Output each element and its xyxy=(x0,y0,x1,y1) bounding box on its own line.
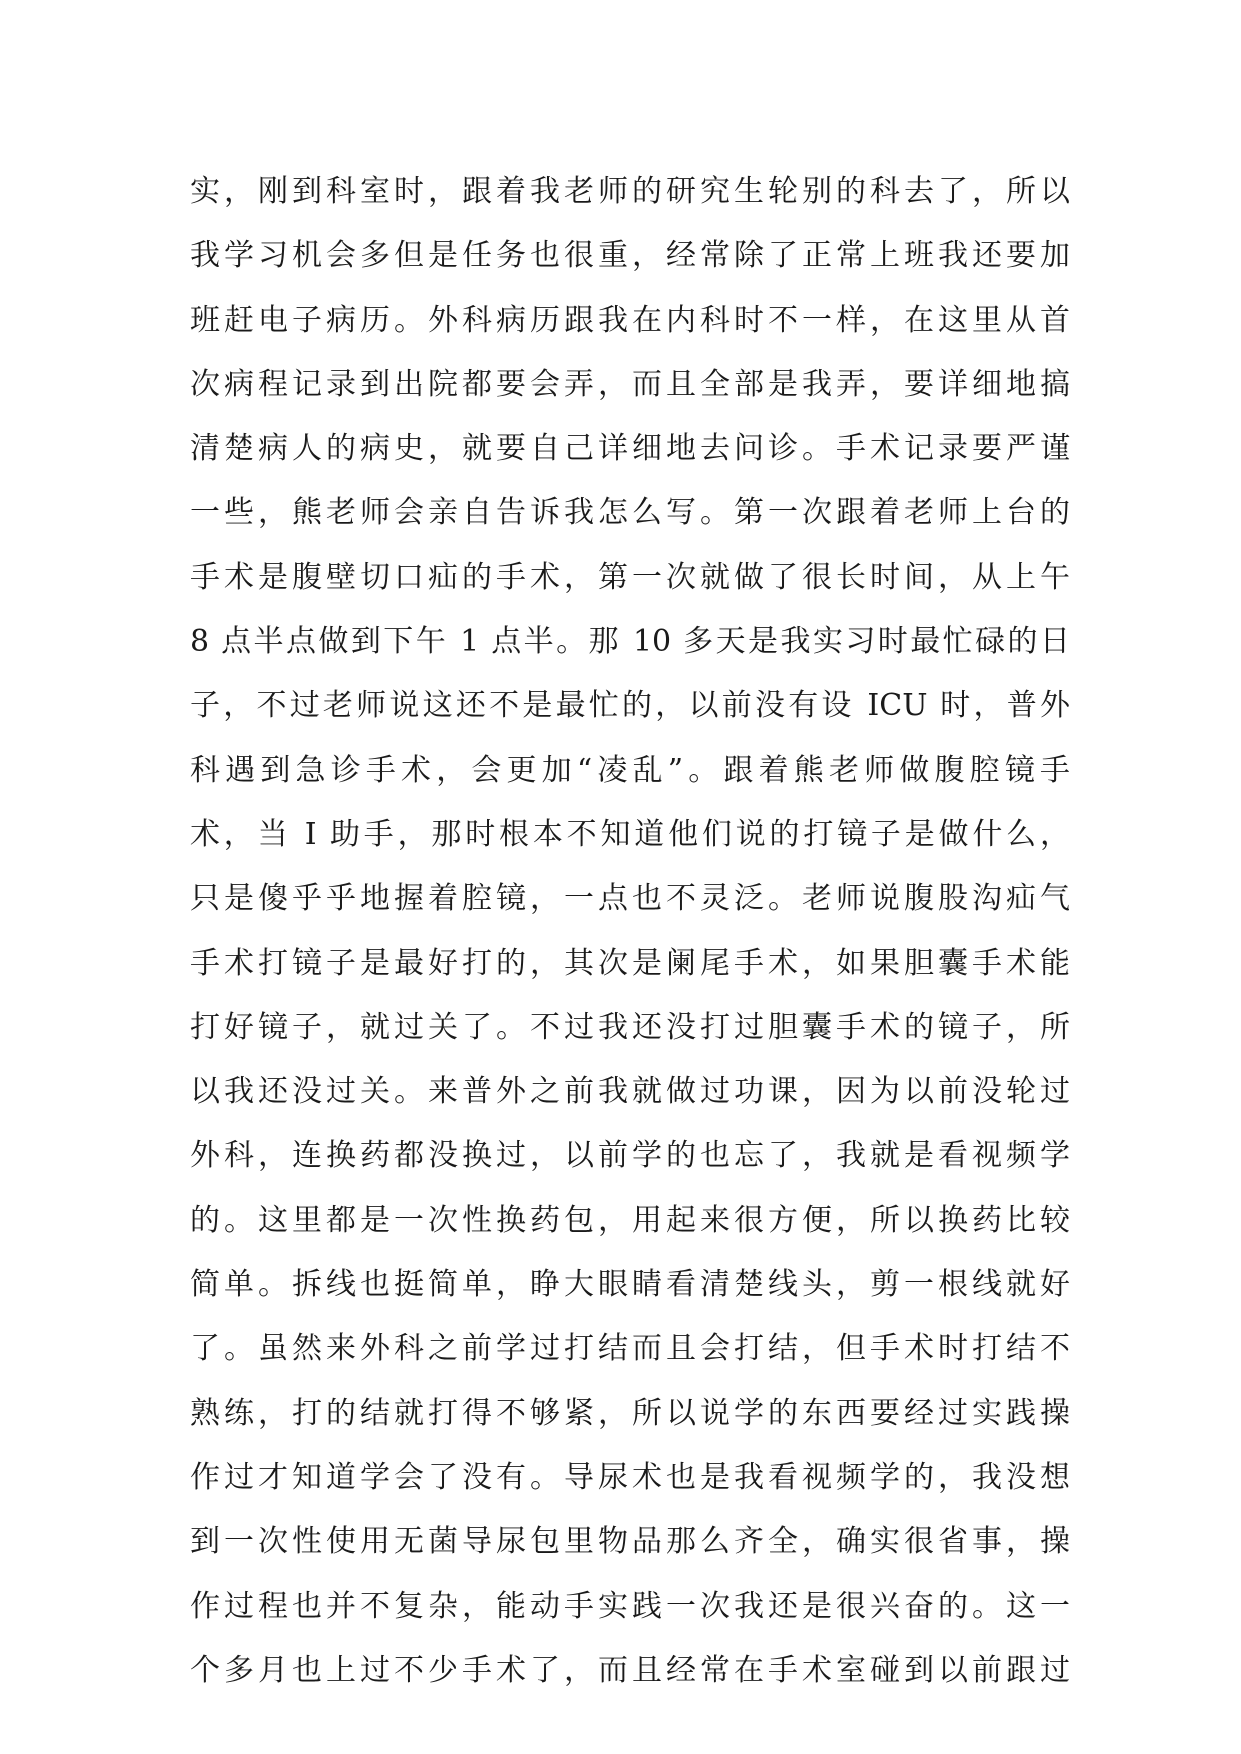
text-line: 清楚病人的病史，就要自己详细地去问诊。手术记录要严谨 xyxy=(190,431,1070,467)
text-line: 次病程记录到出院都要会弄，而且全部是我弄，要详细地搞 xyxy=(190,366,1070,402)
text-line: 实，刚到科室时，跟着我老师的研究生轮别的科去了，所以 xyxy=(190,174,1070,209)
text-line: 了。虽然来外科之前学过打结而且会打结，但手术时打结不 xyxy=(190,1331,1070,1367)
text-line: 个多月也上过不少手术了，而且经常在手术室碰到以前跟过 xyxy=(190,1652,1070,1688)
text-line: 外科，连换药都没换过，以前学的也忘了，我就是看视频学 xyxy=(190,1138,1070,1174)
text-line: 作过才知道学会了没有。导尿术也是我看视频学的，我没想 xyxy=(190,1459,1070,1495)
text-line: 手术打镜子是最好打的，其次是阑尾手术，如果胆囊手术能 xyxy=(190,945,1070,981)
text-line: 以我还没过关。来普外之前我就做过功课，因为以前没轮过 xyxy=(190,1074,1070,1110)
text-line: 班赶电子病历。外科病历跟我在内科时不一样，在这里从首 xyxy=(190,302,1070,338)
text-line: 的。这里都是一次性换药包，用起来很方便，所以换药比较 xyxy=(190,1202,1070,1238)
text-line: 术，当 I 助手，那时根本不知道他们说的打镜子是做什么， xyxy=(190,816,1070,852)
text-line: 打好镜子，就过关了。不过我还没打过胆囊手术的镜子，所 xyxy=(190,1009,1070,1045)
text-line: 子，不过老师说这还不是最忙的，以前没有设 ICU 时，普外 xyxy=(190,688,1070,724)
text-line: 科遇到急诊手术，会更加“凌乱”。跟着熊老师做腹腔镜手 xyxy=(190,752,1070,788)
text-line: 作过程也并不复杂，能动手实践一次我还是很兴奋的。这一 xyxy=(190,1588,1070,1624)
text-line: 手术是腹壁切口疝的手术，第一次就做了很长时间，从上午 xyxy=(190,559,1070,595)
text-line: 熟练，打的结就打得不够紧，所以说学的东西要经过实践操 xyxy=(190,1395,1070,1431)
text-line: 简单。拆线也挺简单，睁大眼睛看清楚线头，剪一根线就好 xyxy=(190,1267,1070,1303)
text-line: 只是傻乎乎地握着腔镜，一点也不灵泛。老师说腹股沟疝气 xyxy=(190,881,1070,917)
text-line: 8 点半点做到下午 1 点半。那 10 多天是我实习时最忙碌的日 xyxy=(190,624,1070,660)
body-text xyxy=(190,160,1070,1703)
text-line: 到一次性使用无菌导尿包里物品那么齐全，确实很省事，操 xyxy=(190,1524,1070,1560)
text-line: 一些，熊老师会亲自告诉我怎么写。第一次跟着老师上台的 xyxy=(190,495,1070,531)
text-line: 我学习机会多但是任务也很重，经常除了正常上班我还要加 xyxy=(190,238,1070,274)
